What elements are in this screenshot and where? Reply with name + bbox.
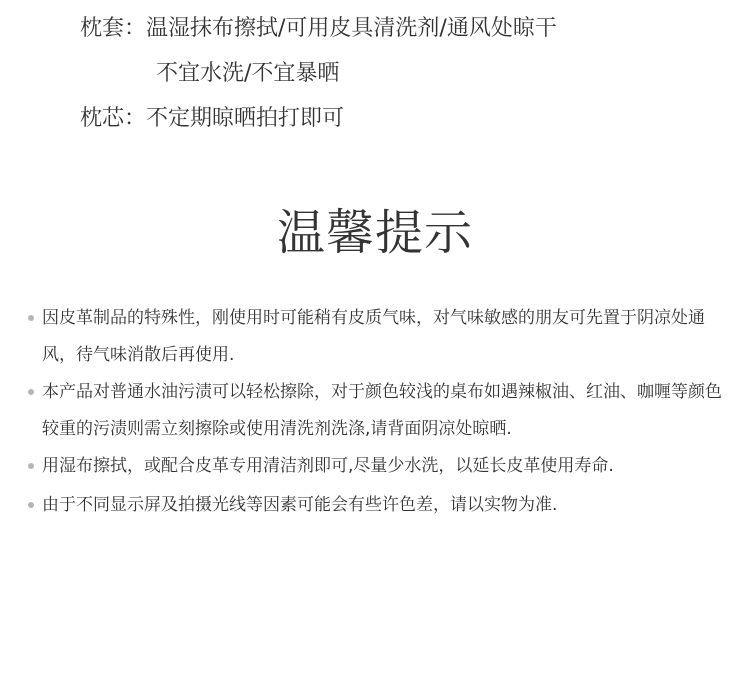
pillowcase-label: 枕套：: [80, 16, 147, 41]
bullet-dot-icon: [28, 389, 34, 395]
bullet-dot-icon: [28, 315, 34, 321]
tip-item: [28, 300, 728, 374]
pillowcase-care-text: 温湿抹布擦拭/可用皮具清洗剂/通风处晾干: [146, 16, 557, 41]
tip-item: [28, 448, 728, 485]
tip-item: [28, 487, 728, 524]
pillow-core-care-text: 不定期晾晒拍打即可: [146, 106, 345, 131]
pillowcase-care-row: [80, 14, 557, 44]
tips-title: 温馨提示: [276, 205, 473, 261]
bullet-dot-icon: [28, 502, 34, 508]
tip-item: [28, 374, 728, 448]
pillow-core-label: 枕芯：: [80, 106, 147, 131]
tip-text: 由于不同显示屏及拍摄光线等因素可能会有些许色差，请以实物为准.: [42, 495, 558, 515]
tip-text: 用湿布擦拭，或配合皮革专用清洁剂即可,尽量少水洗，以延长皮革使用寿命.: [42, 456, 614, 476]
tip-text: 本产品对普通水油污渍可以轻松擦除，对于颜色较浅的桌布如遇辣椒油、红油、咖喱等颜色较重的污渍则需立刻擦除或使用清洗剂洗涤,请背面阴凉处晾晒.: [42, 382, 722, 439]
bullet-dot-icon: [28, 463, 34, 469]
pillowcase-care-row-2: [156, 59, 339, 89]
pillowcase-care-text-2: 不宜水洗/不宜暴晒: [156, 61, 340, 86]
pillow-core-care-row: [80, 104, 344, 134]
tip-text: 因皮革制品的特殊性，刚使用时可能稍有皮质气味，对气味敏感的朋友可先置于阴凉处通风，待气味消散后再使用.: [42, 308, 705, 365]
